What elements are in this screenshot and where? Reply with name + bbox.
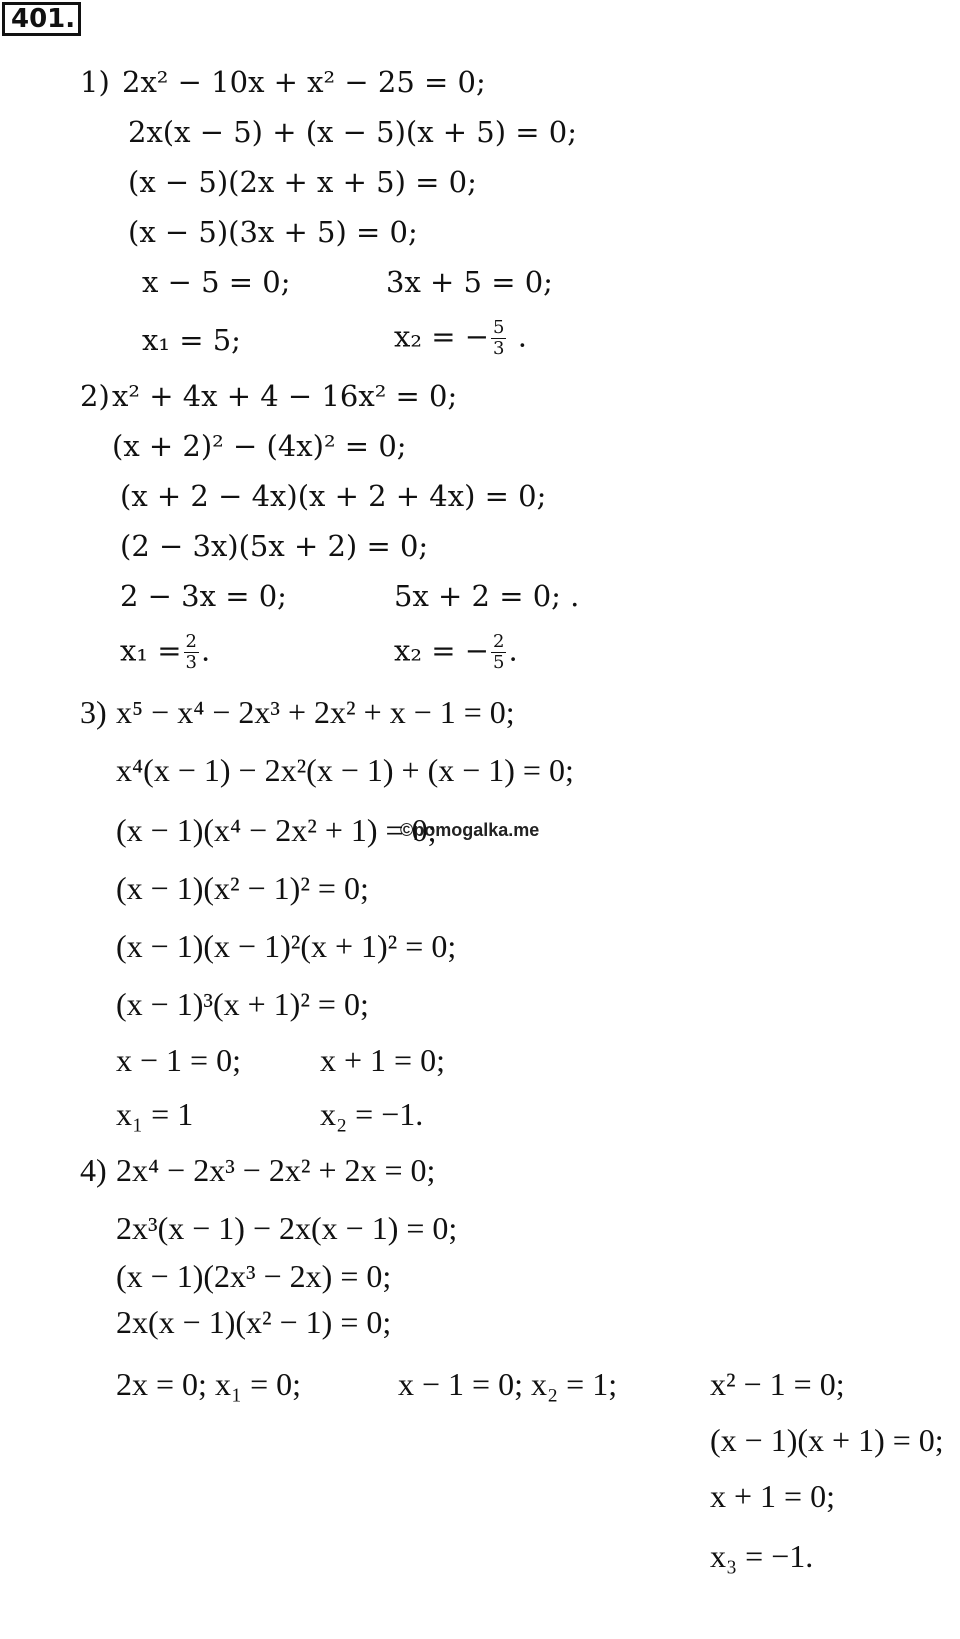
part-2-line-1: x² + 4x + 4 − 16x² = 0; — [112, 379, 458, 413]
fraction — [184, 632, 199, 673]
denominator: 5 — [493, 652, 505, 673]
part-4-line-7: x + 1 = 0; — [710, 1478, 835, 1514]
part-1-line-5a: x − 5 = 0; — [142, 265, 291, 299]
part-4-line-6: (x − 1)(x + 1) = 0; — [710, 1422, 944, 1458]
part-1-line-5b: 3x + 5 = 0; — [386, 265, 553, 299]
part-4-root-3: x₃ = −1. — [710, 1538, 814, 1574]
denominator: 3 — [185, 652, 197, 673]
part-3-line-7a: x − 1 = 0; — [116, 1042, 241, 1078]
part-3-line-3: (x − 1)(x⁴ − 2x² + 1) = 0; — [116, 812, 437, 848]
part-2-line-5b: 5x + 2 = 0; . — [394, 579, 580, 613]
part-2-root-1 — [120, 632, 210, 673]
part-3-root-1: x₁ = 1 — [116, 1096, 194, 1132]
part-4-line-5c: x² − 1 = 0; — [710, 1366, 845, 1402]
part-4-line-5a: 2x = 0; x₁ = 0; — [116, 1366, 302, 1402]
part-1-label: 1) — [80, 65, 110, 99]
part-4-line-3: (x − 1)(2x³ − 2x) = 0; — [116, 1258, 392, 1294]
period: . — [200, 633, 211, 668]
part-1-line-1: 2x² − 10x + x² − 25 = 0; — [122, 65, 486, 99]
part-2-line-2: (x + 2)² − (4x)² = 0; — [112, 429, 407, 463]
fraction — [491, 632, 506, 673]
part-2-line-4: (2 − 3x)(5x + 2) = 0; — [120, 529, 429, 563]
part-2-label: 2) — [80, 379, 110, 413]
part-4-line-1: 2x⁴ − 2x³ − 2x² + 2x = 0; — [116, 1152, 436, 1188]
period: . — [517, 319, 527, 354]
root-1-prefix: x₁ = — [120, 633, 182, 668]
part-1-line-2: 2x(x − 5) + (x − 5)(x + 5) = 0; — [128, 115, 578, 149]
part-3-line-5: (x − 1)(x − 1)²(x + 1)² = 0; — [116, 928, 457, 964]
part-3-line-6: (x − 1)³(x + 1)² = 0; — [116, 986, 369, 1022]
part-2-line-3: (x + 2 − 4x)(x + 2 + 4x) = 0; — [120, 479, 547, 513]
part-3-label: 3) — [80, 694, 107, 730]
problem-number: 401. — [2, 2, 81, 36]
part-1-line-4: (x − 5)(3x + 5) = 0; — [128, 215, 418, 249]
part-4-line-2: 2x³(x − 1) − 2x(x − 1) = 0; — [116, 1210, 458, 1246]
numerator: 2 — [185, 631, 197, 652]
denominator: 3 — [493, 338, 505, 359]
watermark: ©pomogalka.me — [400, 820, 540, 840]
part-4-line-4: 2x(x − 1)(x² − 1) = 0; — [116, 1304, 392, 1340]
numerator: 2 — [493, 631, 505, 652]
part-3-line-1: x⁵ − x⁴ − 2x³ + 2x² + x − 1 = 0; — [116, 694, 515, 730]
part-2-line-5a: 2 − 3x = 0; — [120, 579, 287, 613]
part-1-root-2 — [394, 318, 527, 359]
part-1-root-1: x₁ = 5; — [142, 323, 241, 357]
part-3-line-7b: x + 1 = 0; — [320, 1042, 445, 1078]
part-3-line-2: x⁴(x − 1) − 2x²(x − 1) + (x − 1) = 0; — [116, 752, 574, 788]
root-2-prefix: x₂ = − — [394, 633, 490, 668]
root-2-prefix: x₂ = − — [394, 319, 490, 354]
part-4-line-5b: x − 1 = 0; x₂ = 1; — [398, 1366, 618, 1402]
part-3-root-2: x₂ = −1. — [320, 1096, 424, 1132]
numerator: 5 — [493, 317, 505, 338]
part-1-line-3: (x − 5)(2x + x + 5) = 0; — [128, 165, 477, 199]
part-4-label: 4) — [80, 1152, 107, 1188]
fraction — [491, 318, 506, 359]
part-2-root-2 — [394, 632, 518, 673]
part-3-line-4: (x − 1)(x² − 1)² = 0; — [116, 870, 369, 906]
period: . — [508, 633, 518, 668]
